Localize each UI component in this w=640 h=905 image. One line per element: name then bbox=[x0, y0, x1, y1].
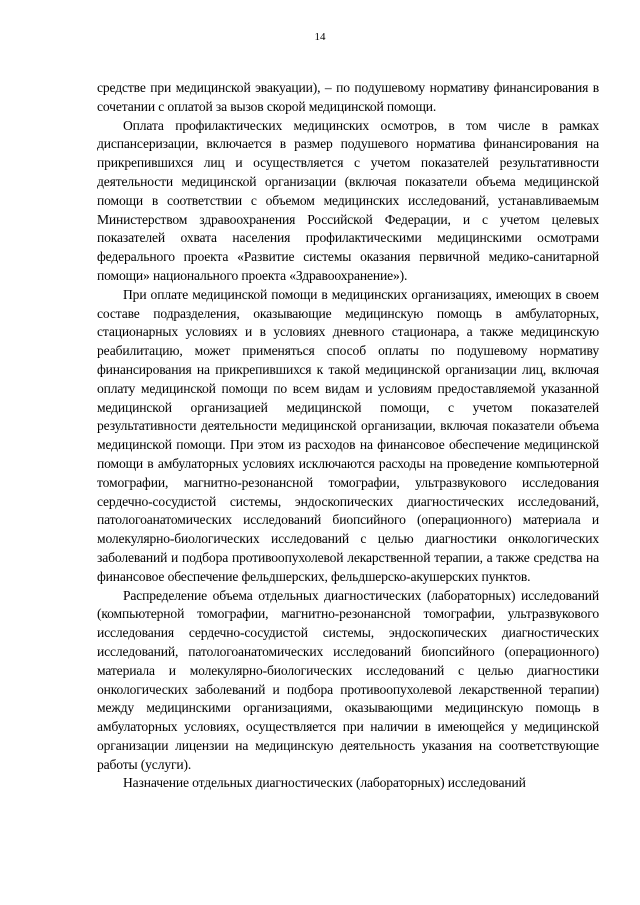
body-text bbox=[97, 79, 599, 793]
paragraph-1: средстве при медицинской эвакуации), – по подушевому нормативу финансирования в сочетании с оплатой за вызов скорой медицинской помощи. bbox=[97, 80, 599, 114]
page-number: 14 bbox=[314, 31, 326, 43]
paragraph-2: Оплата профилактических медицинских осмотров, в том числе в рамках диспансеризации, включается в размер подушевого норматива финансирования на прикрепившихся лиц и осуществляется с учетом показателей результативности деятельности медицинской организации (включая показатели объема медицинской помощи в соответствии с объемом медицинских исследований, устанавливаемым Министерством здравоохранения Российской Федерации, и с учетом целевых показателей охвата населения профилактическими медицинскими осмотрами федерального проекта «Развитие системы оказания первичной медико-санитарной помощи» национального проекта «Здравоохранение»). bbox=[97, 117, 599, 283]
paragraph-3: При оплате медицинской помощи в медицинских организациях, имеющих в своем составе подразделения, оказывающие медицинскую помощь в амбулаторных, стационарных условиях и в условиях дневного стационара, а также медицинскую реабилитацию, может применяться способ оплаты по подушевому нормативу финансирования на прикрепившихся к такой медицинской организации лиц, включая оплату медицинской помощи по всем видам и условиям предоставляемой указанной медицинской организацией медицинской помощи, с учетом показателей результативности деятельности медицинской организации, включая показатели объема медицинской помощи. При этом из расходов на финансовое обеспечение медицинской помощи в амбулаторных условиях исключаются расходы на проведение компьютерной томографии, магнитно-резонансной томографии, ультразвукового исследования сердечно-сосудистой системы, эндоскопических диагностических исследований, патологоанатомических исследований биопсийного (операционного) материала и молекулярно-биологических исследований с целью диагностики онкологических заболеваний и подбора противоопухолевой лекарственной терапии, а также средства на финансовое обеспечение фельдшерских, фельдшерско-акушерских пунктов. bbox=[97, 286, 599, 584]
paragraph-4: Распределение объема отдельных диагностических (лабораторных) исследований (компьютерной томографии, магнитно-резонансной томографии, ультразвукового исследования сердечно-сосудистой системы, эндоскопических диагностических исследований, патологоанатомических исследований биопсийного (операционного) материала и молекулярно-биологических исследований с целью диагностики онкологических заболеваний и подбора противоопухолевой лекарственной терапии) между медицинскими организациями, оказывающими медицинскую помощь в амбулаторных условиях, осуществляется при наличии в имеющейся у медицинской организации лицензии на медицинскую деятельность указания на соответствующие работы (услуги). bbox=[97, 587, 599, 772]
paragraph-5: Назначение отдельных диагностических (лабораторных) исследований bbox=[123, 775, 526, 791]
